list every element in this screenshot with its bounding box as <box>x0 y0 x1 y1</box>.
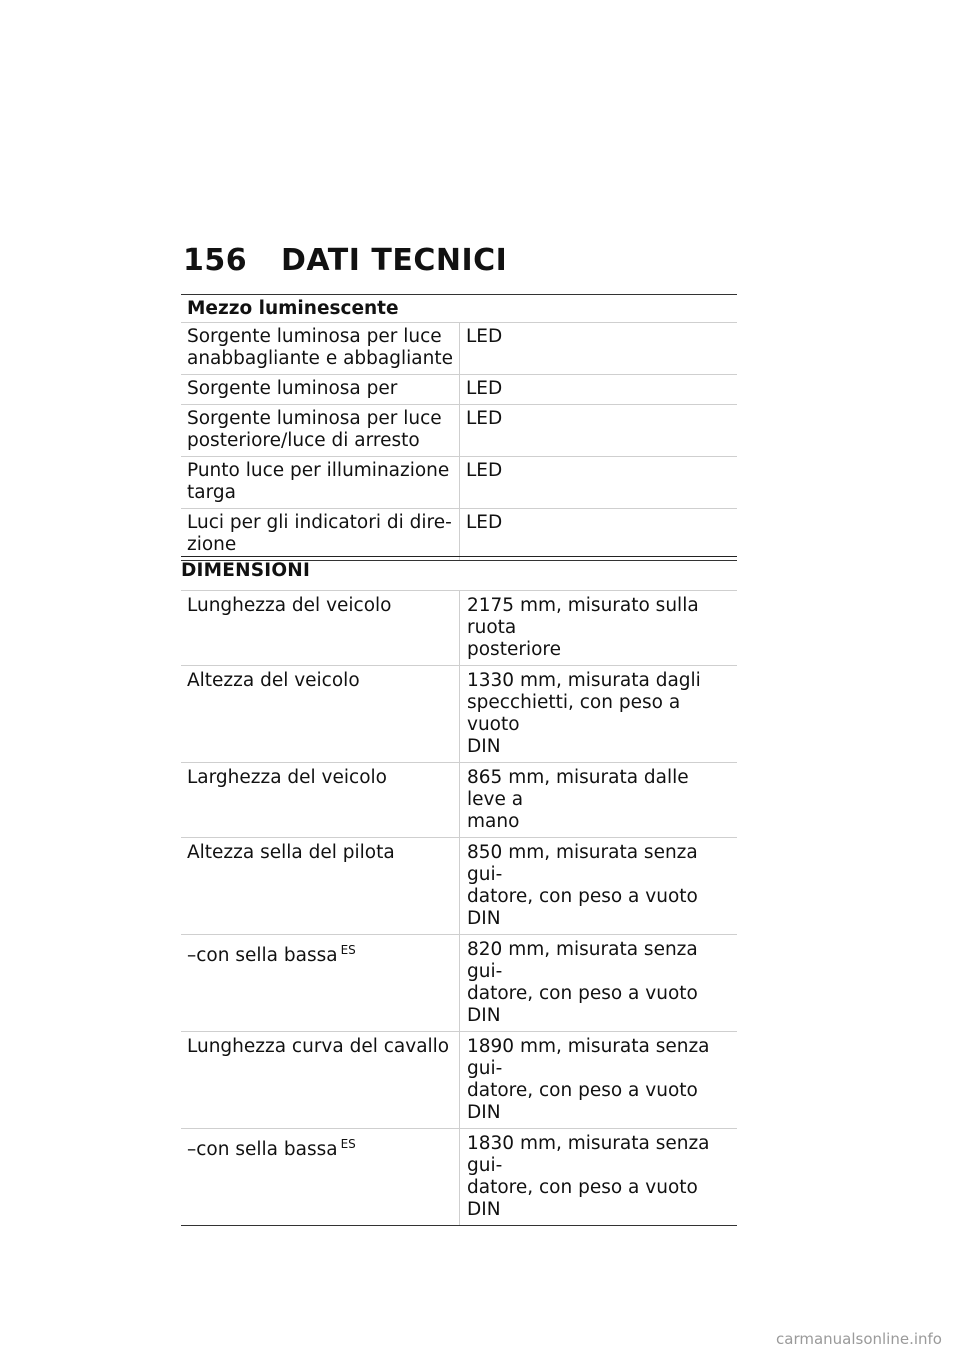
spec-value <box>460 509 738 561</box>
text-line: 1330 mm, misurata dagli <box>467 670 701 691</box>
text-line: –con sella bassa <box>187 945 338 966</box>
text-line: datore, con peso a vuoto DIN <box>467 1080 698 1123</box>
text-line: 1890 mm, misurata senza gui- <box>467 1036 710 1079</box>
text-line: datore, con peso a vuoto DIN <box>467 983 698 1026</box>
spec-value <box>460 666 738 763</box>
section-title-dimensions: DIMENSIONI <box>181 560 311 581</box>
spec-label <box>181 935 460 1032</box>
spec-label <box>181 509 460 561</box>
text-line: anabbagliante e abbagliante <box>187 348 453 369</box>
lighting-row <box>181 405 737 457</box>
text-line: posteriore/luce di arresto <box>187 430 420 451</box>
spec-value <box>460 935 738 1032</box>
dimension-row <box>181 1032 737 1129</box>
text-line: Altezza sella del pilota <box>187 842 395 863</box>
option-mark: ES <box>340 943 356 957</box>
spec-label <box>181 405 460 457</box>
text-line: Sorgente luminosa per luce <box>187 326 442 347</box>
dimension-row <box>181 935 737 1032</box>
lighting-row <box>181 457 737 509</box>
text-line: Lunghezza del veicolo <box>187 595 392 616</box>
spec-value <box>460 763 738 838</box>
text-line: Sorgente luminosa per luce <box>187 408 442 429</box>
lighting-subheading: Mezzo luminescente <box>181 295 737 323</box>
text-line: 865 mm, misurata dalle leve a <box>467 767 689 810</box>
spec-label <box>181 1032 460 1129</box>
section-divider <box>181 556 737 557</box>
watermark: carmanualsonline.info <box>776 1330 942 1348</box>
dimension-row <box>181 591 737 666</box>
text-line: 850 mm, misurata senza gui- <box>467 842 698 885</box>
text-line: datore, con peso a vuoto DIN <box>467 886 698 929</box>
lighting-table <box>181 294 737 561</box>
text-line: 1830 mm, misurata senza gui- <box>467 1133 710 1176</box>
text-line: 820 mm, misurata senza gui- <box>467 939 698 982</box>
spec-value <box>460 457 738 509</box>
dimension-row <box>181 666 737 763</box>
spec-label <box>181 375 460 405</box>
lighting-row <box>181 509 737 561</box>
text-line: datore, con peso a vuoto DIN <box>467 1177 698 1220</box>
page-title: DATI TECNICI <box>281 243 508 278</box>
text-line: posteriore <box>467 639 561 660</box>
spec-value <box>460 323 738 375</box>
text-line: DIN <box>467 736 501 757</box>
text-line: LED <box>466 408 503 429</box>
dimension-row <box>181 1129 737 1226</box>
text-line: specchietti, con peso a vuoto <box>467 692 681 735</box>
text-line: Larghezza del veicolo <box>187 767 387 788</box>
dimension-row <box>181 838 737 935</box>
text-line: Lunghezza curva del cavallo <box>187 1036 450 1057</box>
text-line: LED <box>466 378 503 399</box>
page-number: 156 <box>183 243 248 278</box>
spec-label <box>181 763 460 838</box>
dimension-row <box>181 763 737 838</box>
text-line: mano <box>467 811 520 832</box>
spec-value <box>460 1129 738 1226</box>
spec-label <box>181 457 460 509</box>
spec-value <box>460 375 738 405</box>
spec-label <box>181 666 460 763</box>
text-line: Luci per gli indicatori di dire- <box>187 512 452 533</box>
page-header <box>183 243 507 278</box>
lighting-row <box>181 375 737 405</box>
text-line: Sorgente luminosa per <box>187 378 398 399</box>
spec-label <box>181 1129 460 1226</box>
lighting-row <box>181 323 737 375</box>
spec-label <box>181 838 460 935</box>
dimensions-table <box>181 590 737 1226</box>
spec-label <box>181 591 460 666</box>
lighting-subheading-row <box>181 295 737 323</box>
text-line: LED <box>466 512 503 533</box>
text-line: Punto luce per illuminazione <box>187 460 450 481</box>
text-line: LED <box>466 460 503 481</box>
spec-label <box>181 323 460 375</box>
spec-value <box>460 591 738 666</box>
text-line: Altezza del veicolo <box>187 670 360 691</box>
option-mark: ES <box>340 1137 356 1151</box>
spec-value <box>460 405 738 457</box>
text-line: –con sella bassa <box>187 1139 338 1160</box>
text-line: zione <box>187 534 237 555</box>
spec-value <box>460 838 738 935</box>
text-line: LED <box>466 326 503 347</box>
spec-value <box>460 1032 738 1129</box>
text-line: 2175 mm, misurato sulla ruota <box>467 595 699 638</box>
text-line: targa <box>187 482 236 503</box>
